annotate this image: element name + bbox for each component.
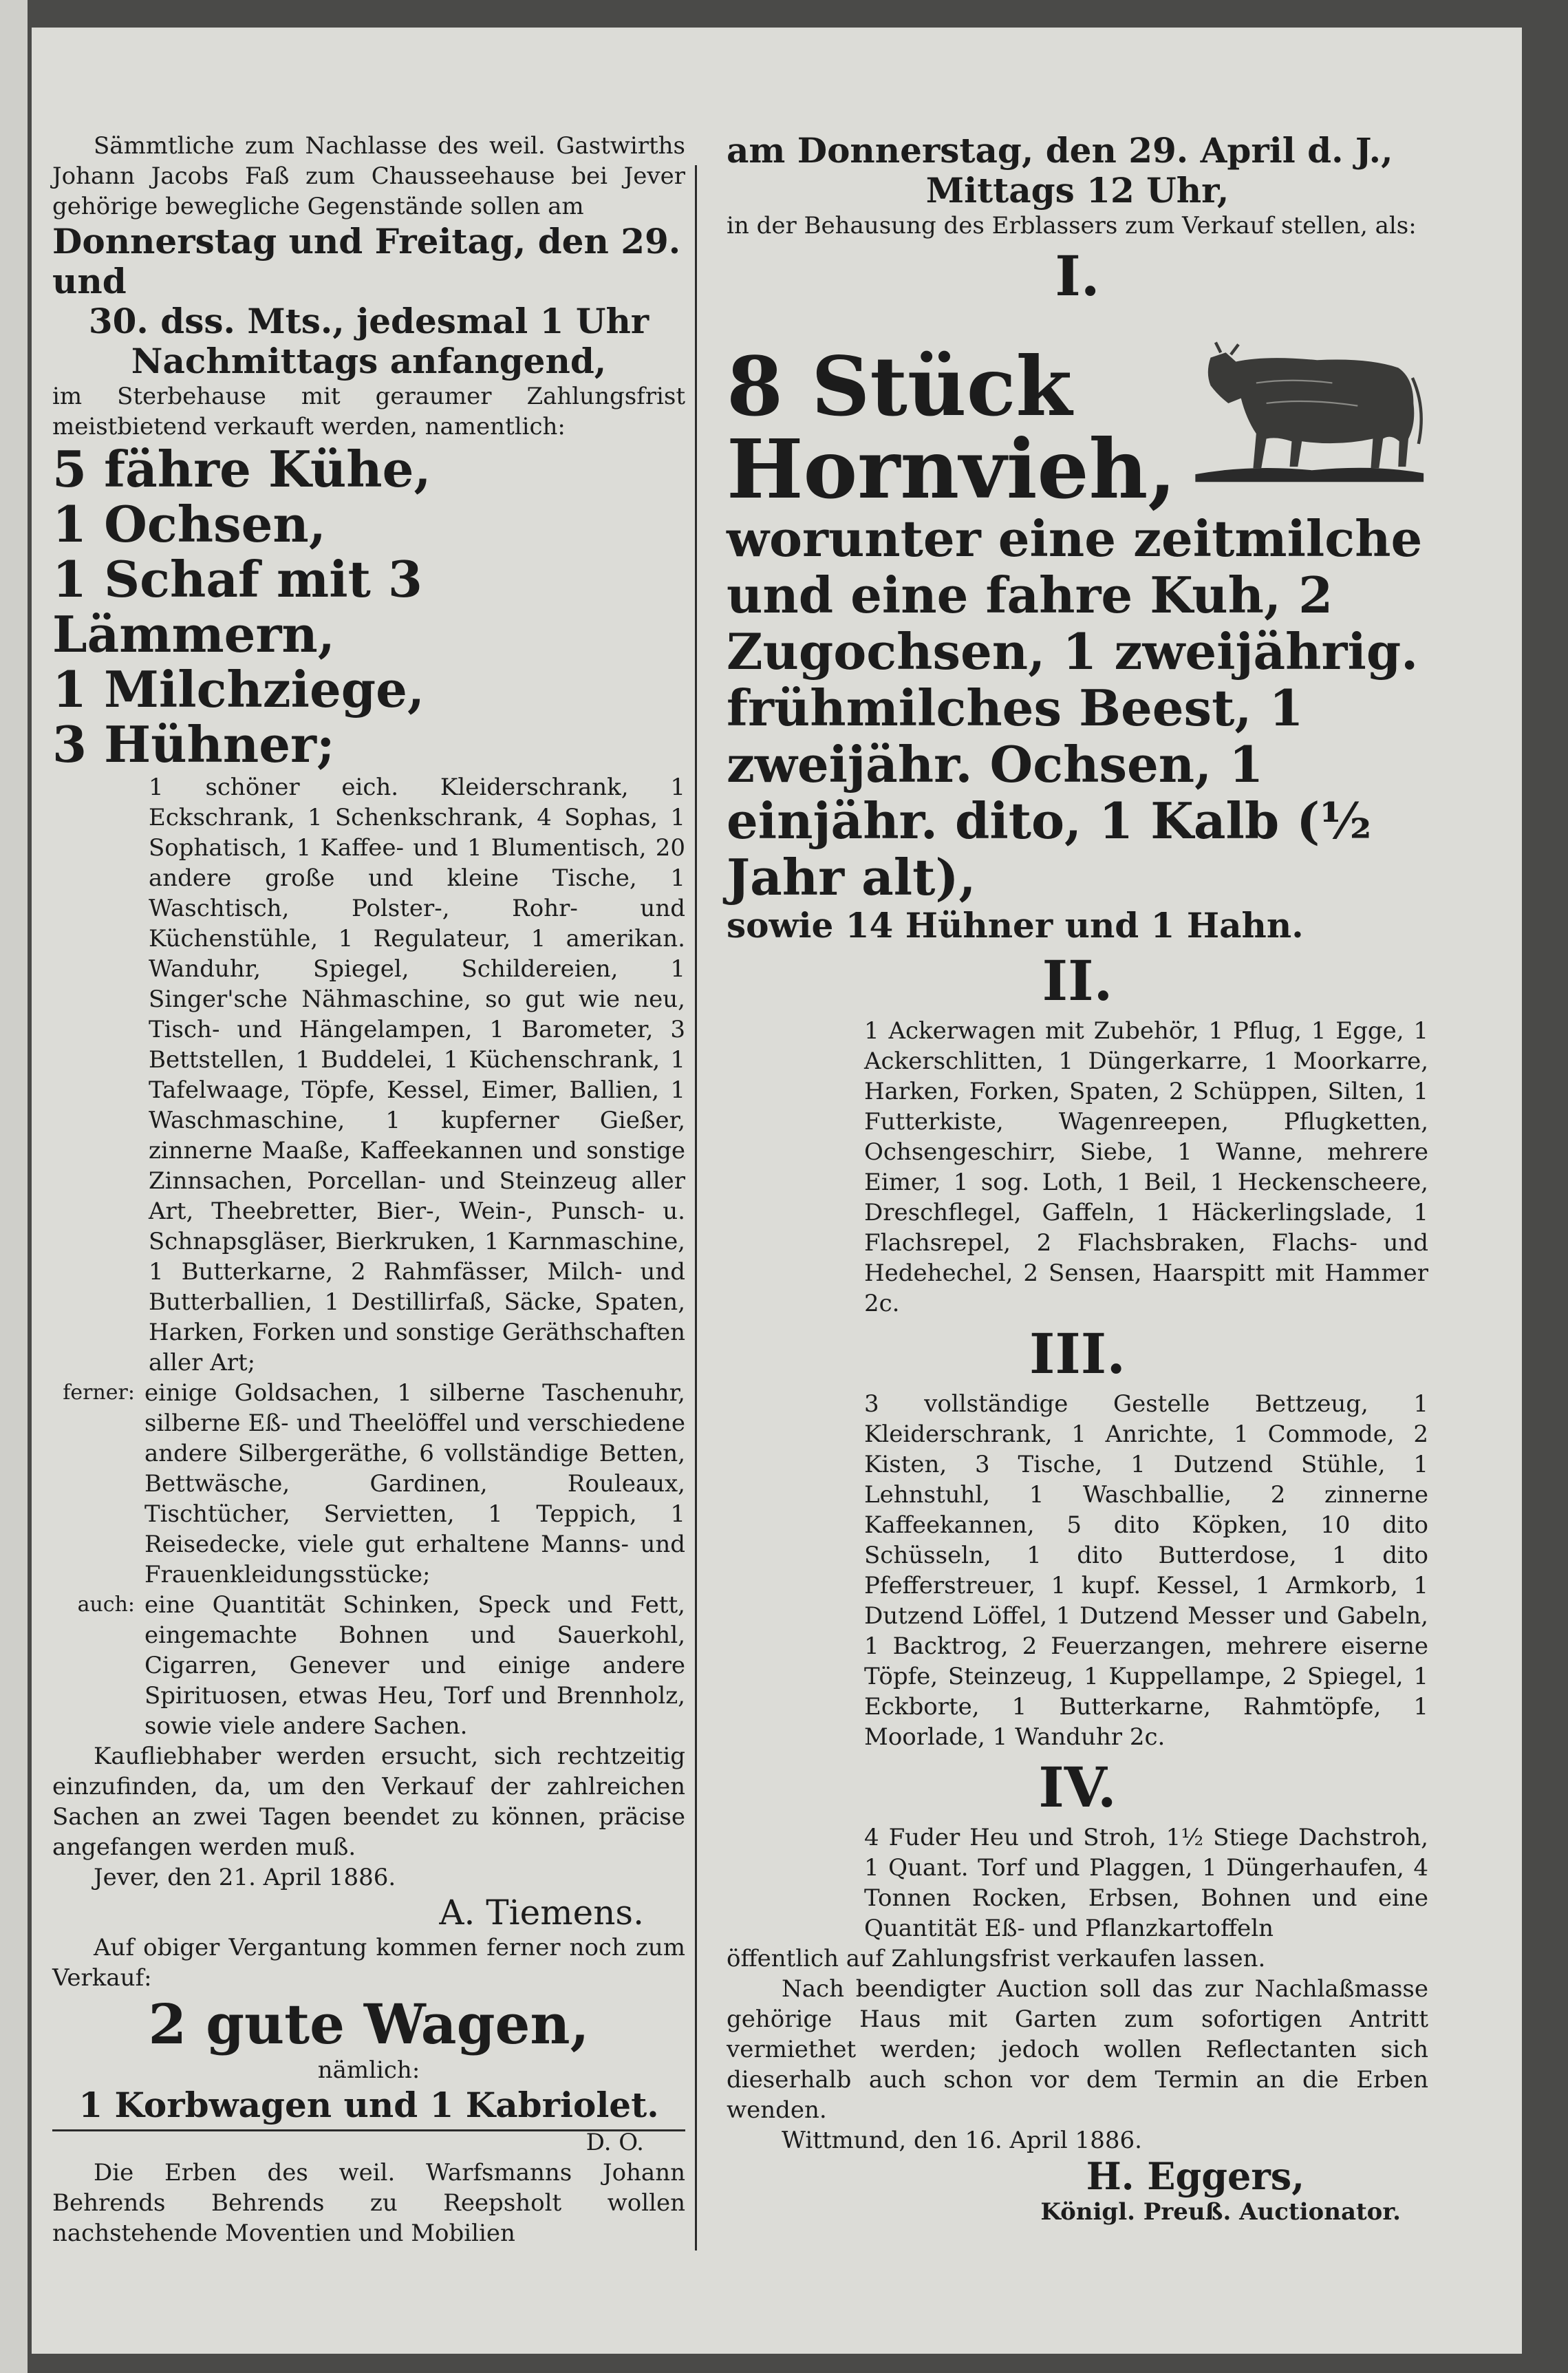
house-note: Nach beendigter Auction soll das zur Nachlaßmasse gehörige Haus mit Garten zum sofortigen Antritt vermiethet werden; jedoch wollen Reflectanten sich dieserhalb auch schon vor dem Termin an die Erben wenden. xyxy=(727,1975,1428,2124)
date-line-2: 30. dss. Mts., jedesmal 1 Uhr xyxy=(88,301,649,341)
section-ii-list: 1 Ackerwagen mit Zubehör, 1 Pflug, 1 Egge, 1 Ackerschlitten, 1 Düngerkarre, 1 Moorkarre, Harken, Forken, Spaten, 2 Schüppen, Silten, 1 Futterkiste, Wagenreepen, Pflugketten, Ochsengeschirr, Siebe, 1 Wanne, mehrere Eimer, 1 sog. Loth, 1 Beil, 1 Heckenscheere, Dreschflegel, Gaffeln, 1 Häckerlingslade, 1 Flachsrepel, 2 Flachsbraken, Flachs- und Hedehechel, 2 Sensen, Haarspitt mit Hammer 2c. xyxy=(864,1017,1428,1317)
cattle-heading xyxy=(727,311,1428,517)
animal-line: 1 Schaf mit 3 Lämmern, xyxy=(52,550,422,663)
date-line-3: Nachmittags anfangend, xyxy=(131,341,607,381)
section-heading-i: I. xyxy=(1055,244,1100,308)
furniture-list: 1 schöner eich. Kleiderschrank, 1 Eckschrank, 1 Schenkschrank, 4 Sophas, 1 Sophatisch, 1 Kaffee- und 1 Blumentisch, 20 andere große und kleine Tische, 1 Waschtisch, Polster-, Rohr- und Küchenstühle, 1 Regulateur, 1 amerikan. Wanduhr, Spiegel, Schildereien, 1 Singer'sche Nähmaschine, so gut wie neu, Tisch- und Hängelampen, 1 Barometer, 3 Bettstellen, 1 Buddelei, 1 Küchenschrank, 1 Tafelwaage, Töpfe, Kessel, Eimer, Ballien, 1 Waschmaschine, 1 kupferner Gießer, zinnerne Maaße, Kaffeekannen und sonstige Zinnsachen, Porcellan- und Steinzeug aller Art, Theebretter, Bier-, Wein-, Punsch- u. Schnapsgläser, Bierkruken, 1 Karnmaschine, 1 Butterkarne, 2 Rahmfässer, Milch- und Butterballien, 1 Destillirfaß, Säcke, Spaten, Harken, Forken und sonstige Geräthschaften aller Art; xyxy=(149,774,685,1376)
next-ad-text: Die Erben des weil. Warfsmanns Johann Behrends Behrends zu Reepsholt wollen nachstehende Moventien und Mobilien xyxy=(52,2159,685,2247)
auch-label: auch: xyxy=(77,1593,135,1617)
adjacent-page-edge xyxy=(0,0,28,2373)
section-iii-list: 3 vollständige Gestelle Bettzeug, 1 Kleiderschrank, 1 Anrichte, 1 Commode, 2 Kisten, 3 Tische, 1 Dutzend Stühle, 1 Lehnstuhl, 1 Waschballie, 2 zinnerne Kaffeekannen, 5 dito Köpken, 10 dito Schüsseln, 1 dito Butterdose, 1 dito Pfefferstreuer, 1 kupf. Kessel, 1 Armkorb, 1 Dutzend Löffel, 1 Dutzend Messer und Gabeln, 1 Backtrog, 2 Feuerzangen, mehrere eiserne Töpfe, Steinzeug, 1 Kuppellampe, 2 Spiegel, 1 Eckborte, 1 Butterkarne, Rahmtöpfe, 1 Moorlade, 1 Wanduhr 2c. xyxy=(864,1390,1428,1751)
buyers-note: Kaufliebhaber werden ersucht, sich rechtzeitig einzufinden, da, um den Verkauf der zahlreichen Sachen an zwei Tagen beendet zu können, präcise angefangen werden muß. xyxy=(52,1743,685,1861)
column-divider xyxy=(695,165,697,2250)
newspaper-page xyxy=(32,28,1522,2354)
addendum-text: Auf obiger Vergantung kommen ferner noch zum Verkauf: xyxy=(52,1934,685,1992)
cattle-count: 8 Stück xyxy=(727,339,1073,434)
wagons-list: 1 Korbwagen und 1 Kabriolet. xyxy=(78,2085,659,2125)
auctioneer-signature: H. Eggers, xyxy=(1086,2154,1304,2198)
auction-date: am Donnerstag, den 29. April d. J., xyxy=(727,130,1393,171)
animal-line: 5 fähre Kühe, xyxy=(52,440,431,498)
animal-line: 1 Milchziege, xyxy=(52,660,425,719)
poultry-line: sowie 14 Hühner und 1 Hahn. xyxy=(727,905,1304,946)
wagons-signature: D. O. xyxy=(586,2129,644,2156)
place-date: Jever, den 21. April 1886. xyxy=(94,1864,396,1891)
terms-text: im Sterbehause mit geraumer Zahlungsfrist meistbietend verkauft werden, namentlich: xyxy=(52,383,685,440)
place-date: Wittmund, den 16. April 1886. xyxy=(782,2127,1142,2154)
section-heading-iii: III. xyxy=(1029,1321,1126,1386)
left-column xyxy=(52,131,685,2248)
section-iv-list: 4 Fuder Heu und Stroh, 1½ Stiege Dachstroh, 1 Quant. Torf und Plaggen, 1 Düngerhaufen, 4 Tonnen Rocken, Erbsen, Bohnen und eine Quantität Eß- und Pflanzkartoffeln xyxy=(864,1824,1428,1942)
animal-line: 1 Ochsen, xyxy=(52,495,326,553)
intro-text: Sämmtliche zum Nachlasse des weil. Gastwirths Johann Jacobs Faß zum Chausseehause bei Jever gehörige bewegliche Gegenstände sollen am xyxy=(52,132,685,220)
signature: A. Tiemens. xyxy=(439,1893,644,1933)
wagons-namely: nämlich: xyxy=(317,2056,420,2084)
auction-place: in der Behausung des Erblassers zum Verkauf stellen, als: xyxy=(727,212,1417,240)
right-column xyxy=(727,131,1428,2227)
animal-line: 3 Hühner; xyxy=(52,715,335,774)
ferner-text: einige Goldsachen, 1 silberne Taschenuhr, silberne Eß- und Theelöffel und verschiedene andere Silbergeräthe, 6 vollständige Betten, Bettwäsche, Gardinen, Rouleaux, Tischtücher, Servietten, 1 Teppich, 1 Reisedecke, viele gut erhaltene Manns- und Frauenkleidungsstücke; xyxy=(144,1379,685,1588)
auch-block xyxy=(52,1590,685,1741)
closing-line: öffentlich auf Zahlungsfrist verkaufen lassen. xyxy=(727,1945,1266,1972)
cow-illustration xyxy=(1190,311,1429,511)
auch-text: eine Quantität Schinken, Speck und Fett, eingemachte Bohnen und Sauerkohl, Cigarren, Genever und einige andere Spirituosen, etwas Heu, Torf und Brennholz, sowie viele andere Sachen. xyxy=(144,1591,685,1740)
auction-time: Mittags 12 Uhr, xyxy=(925,170,1229,211)
date-line-1: Donnerstag und Freitag, den 29. und xyxy=(52,221,681,301)
auctioneer-title: Königl. Preuß. Auctionator. xyxy=(1040,2198,1401,2226)
wagons-title: 2 gute Wagen, xyxy=(148,1992,590,2056)
section-heading-iv: IV. xyxy=(1038,1755,1117,1820)
ferner-block xyxy=(52,1378,685,1590)
cattle-word: Hornvieh, xyxy=(727,421,1177,517)
ferner-label: ferner: xyxy=(63,1381,135,1405)
cattle-description: worunter eine zeitmilche und eine fahre Kuh, 2 Zugochsen, 1 zweijährig. frühmilches Beest, 1 zweijähr. Ochsen, 1 einjähr. dito, 1 Kalb (½ Jahr alt), xyxy=(727,509,1423,906)
section-heading-ii: II. xyxy=(1042,948,1113,1013)
